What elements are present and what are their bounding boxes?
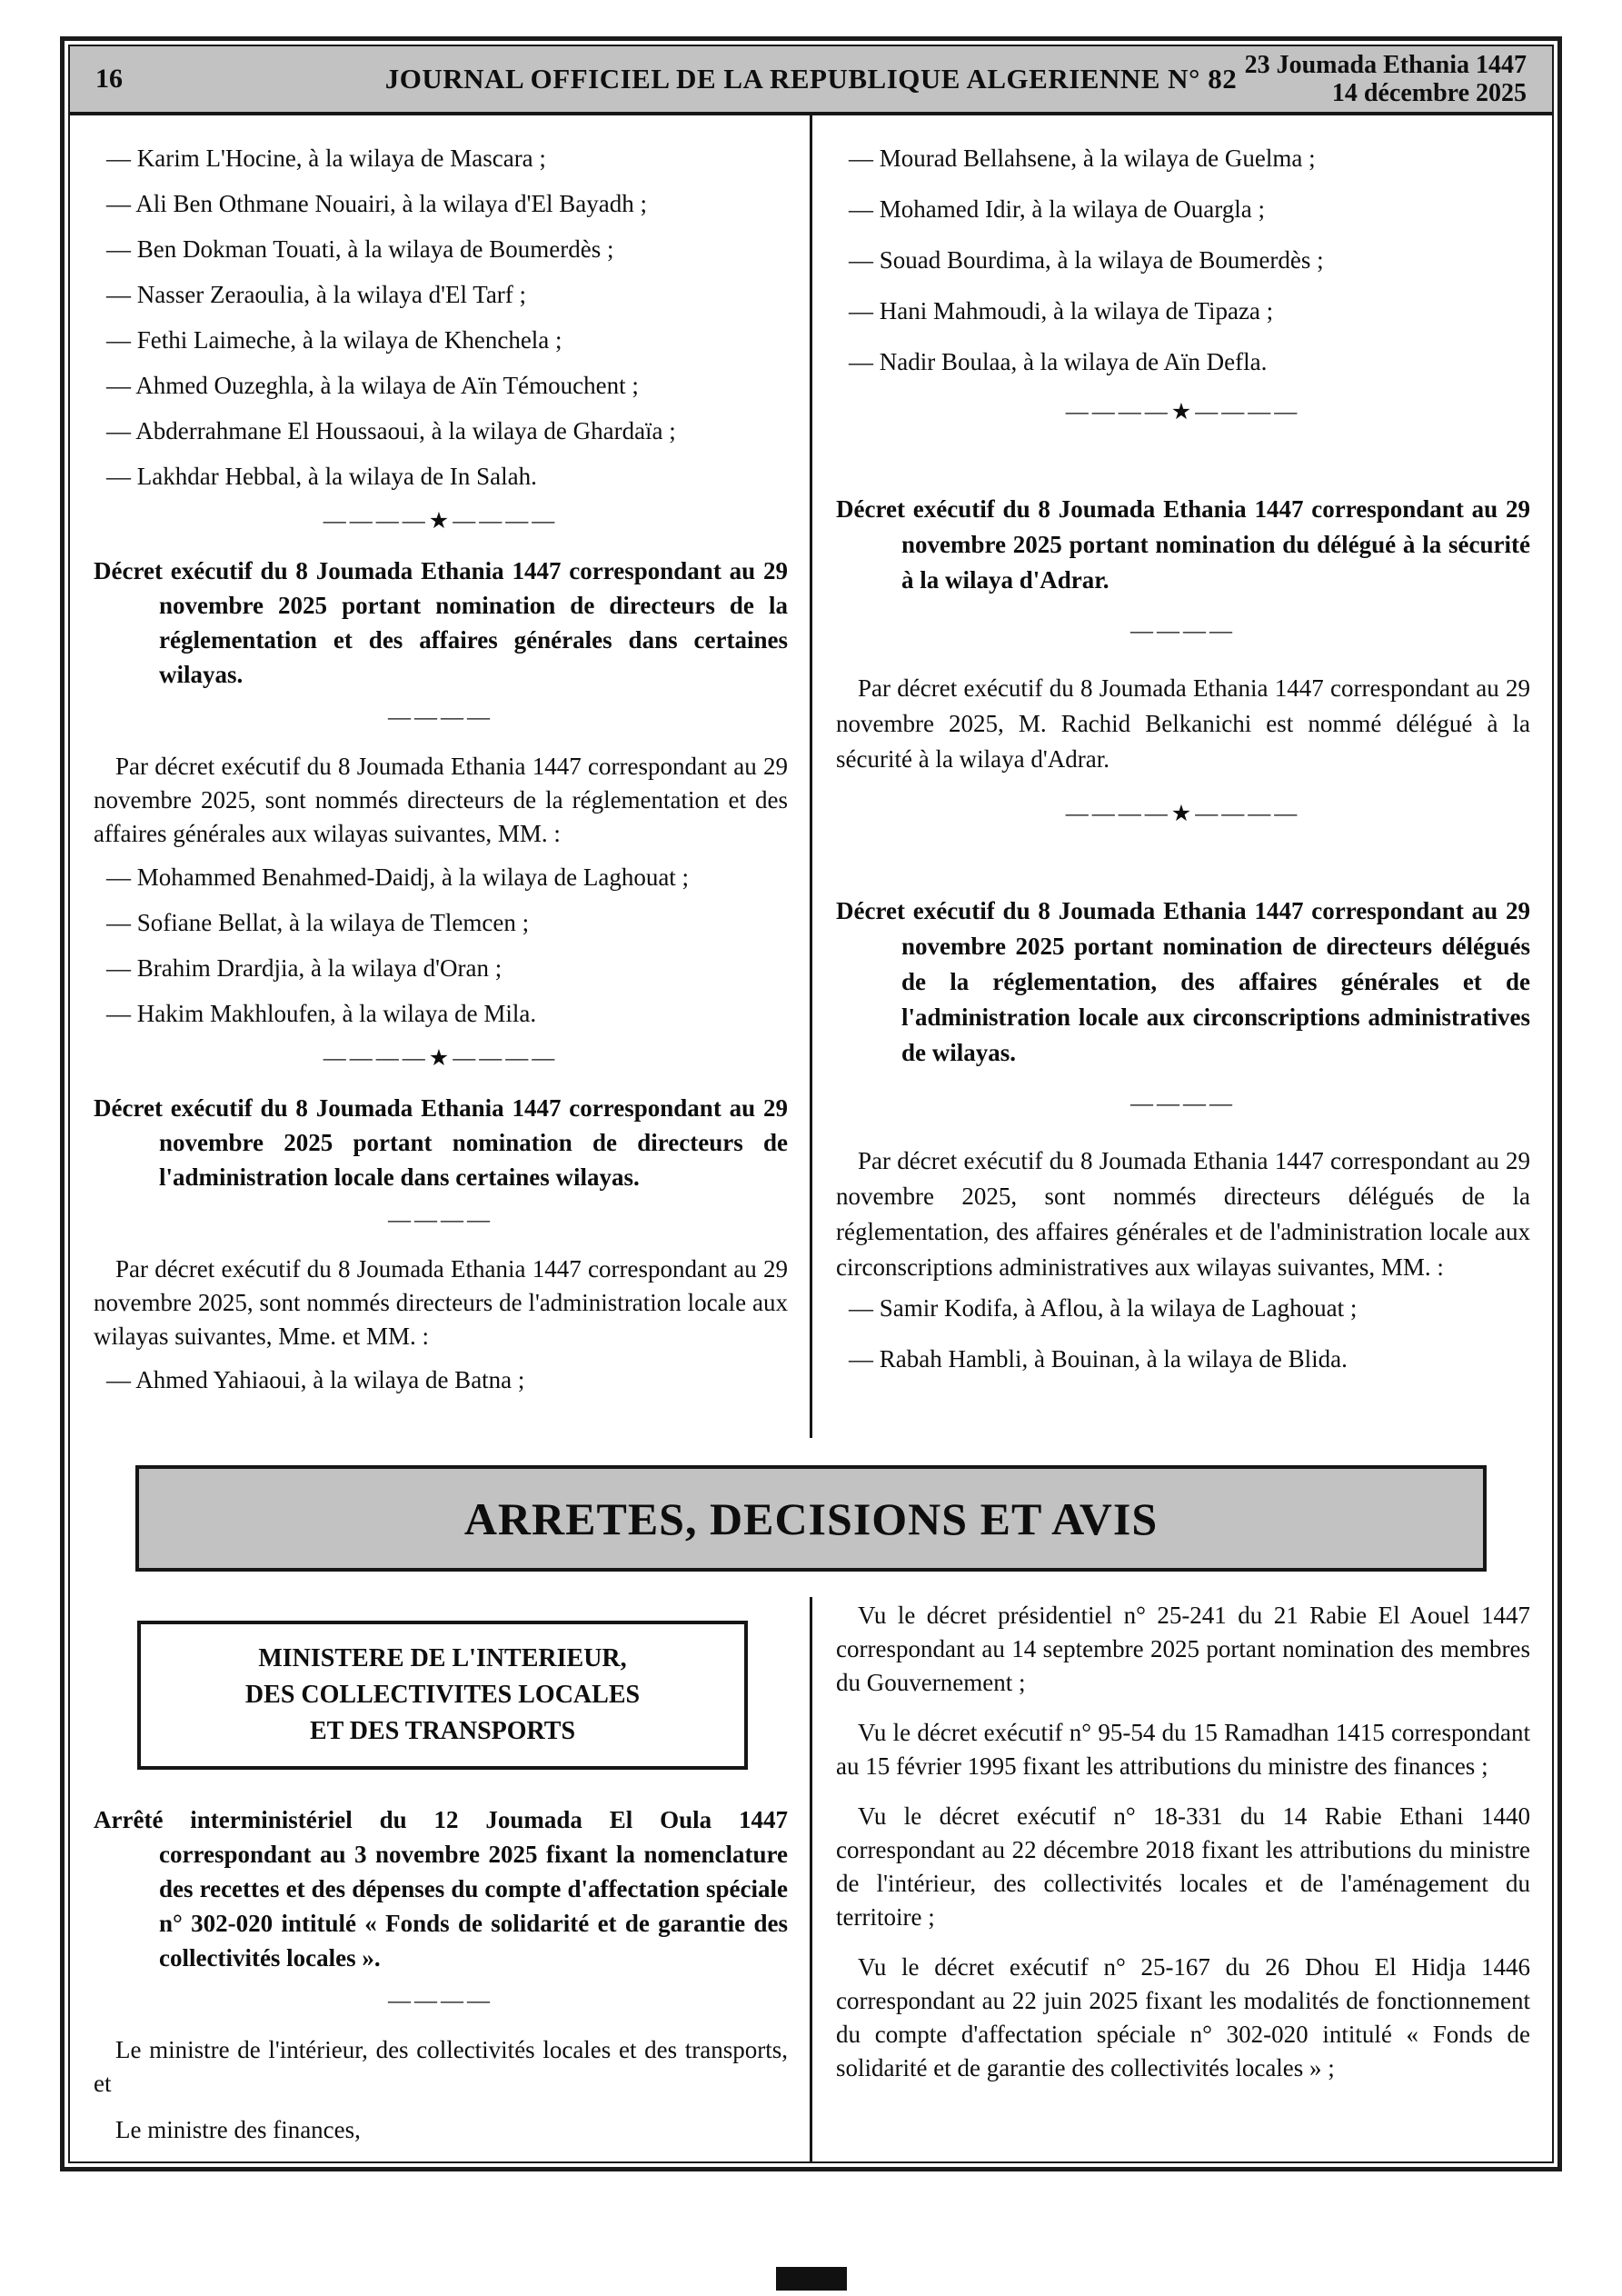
star-separator: ————★———— [323, 509, 559, 534]
page-inner-frame [68, 45, 1554, 2163]
decree-title: Décret exécutif du 8 Joumada Ethania 1447 correspondant au 29 novembre 2025 portant nomination de directeurs de la réglementation et des affaires générales dans certaines wilayas. [94, 557, 788, 688]
top-right-column [812, 115, 1552, 1465]
decree-body: Par décret exécutif du 8 Joumada Ethania 1447 correspondant au 29 novembre 2025, M. Rachid Belkanichi est nommé délégué à la sécurité à la wilaya d'Adrar. [836, 674, 1530, 773]
list-item: — Ali Ben Othmane Nouairi, à la wilaya d'El Bayadh ; [106, 190, 647, 217]
dash-separator: ———— [388, 1208, 493, 1233]
page-header [70, 46, 1552, 115]
arrete-title: Arrêté interministériel du 12 Joumada El Oula 1447 correspondant au 3 novembre 2025 fixant la nomenclature des recettes et des dépenses du compte d'affectation spéciale n° 302-020 intitulé « Fonds de solidarité et de garantie des collectivités locales ». [94, 1806, 788, 1972]
vu-paragraph: Vu le décret exécutif n° 18-331 du 14 Rabie Ethani 1440 correspondant au 22 décembre 2018 fixant les attributions du ministre de l'intérieur, des collectivités locales et de l'aménagement du territoire ; [836, 1802, 1530, 1931]
list-item: — Ahmed Ouzeghla, à la wilaya de Aïn Témouchent ; [106, 372, 639, 399]
ministry-box [137, 1621, 748, 1770]
list-item: — Brahim Drardjia, à la wilaya d'Oran ; [106, 954, 503, 982]
decree-title: Décret exécutif du 8 Joumada Ethania 1447 correspondant au 29 novembre 2025 portant nomination du délégué à la sécurité à la wilaya d'Adrar. [836, 495, 1530, 594]
decree-body: Par décret exécutif du 8 Joumada Ethania 1447 correspondant au 29 novembre 2025, sont nommés directeurs de l'administration locale aux wilayas suivantes, Mme. et MM. : [94, 1255, 788, 1350]
dash-separator: ———— [1130, 619, 1236, 644]
top-left-column [70, 115, 810, 1465]
decree-body: Par décret exécutif du 8 Joumada Ethania 1447 correspondant au 29 novembre 2025, sont nommés directeurs délégués de la réglementation, des affaires générales et de l'administration locale aux circonscriptions administratives aux wilayas suivantes, MM. : [836, 1147, 1530, 1281]
dash-separator: ———— [388, 1989, 493, 2013]
list-item: — Mourad Bellahsene, à la wilaya de Guelma ; [849, 145, 1316, 172]
section-banner-title: ARRETES, DECISIONS ET AVIS [463, 1492, 1159, 1544]
vu-paragraph: Vu le décret exécutif n° 95-54 du 15 Ramadhan 1415 correspondant au 15 février 1995 fixant les attributions du ministre des finances ; [836, 1719, 1530, 1780]
vu-paragraph: Vu le décret présidentiel n° 25-241 du 21 Rabie El Aouel 1447 correspondant au 14 septembre 2025 portant nomination des membres du Gouvernement ; [836, 1602, 1530, 1696]
list-item: — Ben Dokman Touati, à la wilaya de Boumerdès ; [106, 235, 614, 263]
list-item: — Mohammed Benahmed-Daidj, à la wilaya de Laghouat ; [106, 863, 690, 891]
binding-mark [776, 2267, 847, 2291]
ministry-name-line: ET DES TRANSPORTS [309, 1717, 576, 1745]
list-item: — Mohamed Idir, à la wilaya de Ouargla ; [849, 195, 1266, 223]
star-separator: ————★———— [1065, 400, 1301, 424]
bottom-section [70, 1572, 1552, 2161]
dash-separator: ———— [388, 705, 493, 730]
list-item: — Karim L'Hocine, à la wilaya de Mascara ; [106, 145, 546, 172]
issue-date-hijri: 23 Joumada Ethania 1447 [1244, 51, 1527, 79]
journal-title: JOURNAL OFFICIEL DE LA REPUBLIQUE ALGERIENNE N° 82 [384, 63, 1238, 95]
page-number: 16 [95, 64, 123, 94]
bottom-left-column [70, 1572, 810, 2161]
list-item: — Abderrahmane El Houssaoui, à la wilaya de Ghardaïa ; [106, 417, 676, 444]
decree-title: Décret exécutif du 8 Joumada Ethania 1447 correspondant au 29 novembre 2025 portant nomination de directeurs délégués de la réglementation, des affaires générales et de l'administration locale aux circonscriptions administratives de wilayas. [836, 897, 1530, 1066]
list-item: — Lakhdar Hebbal, à la wilaya de In Salah. [106, 463, 537, 490]
list-item: — Sofiane Bellat, à la wilaya de Tlemcen ; [106, 909, 530, 936]
list-item: — Nasser Zeraoulia, à la wilaya d'El Tarf ; [106, 281, 527, 308]
decree-body: Par décret exécutif du 8 Joumada Ethania 1447 correspondant au 29 novembre 2025, sont nommés directeurs de la réglementation et des affaires générales aux wilayas suivantes, MM. : [94, 753, 788, 847]
list-item: — Souad Bourdima, à la wilaya de Boumerdès ; [849, 246, 1324, 274]
arrete-body-paragraph: Le ministre de l'intérieur, des collectivités locales et des transports, et [94, 2036, 788, 2097]
list-item: — Ahmed Yahiaoui, à la wilaya de Batna ; [106, 1366, 525, 1393]
issue-date-gregorian: 14 décembre 2025 [1331, 79, 1527, 107]
star-separator: ————★———— [323, 1046, 559, 1071]
arrete-body-paragraph: Le ministre des finances, [115, 2116, 361, 2143]
star-separator: ————★———— [1065, 802, 1301, 826]
list-item: — Nadir Boulaa, à la wilaya de Aïn Defla. [849, 348, 1268, 375]
list-item: — Fethi Laimeche, à la wilaya de Khenchela ; [106, 326, 562, 354]
list-item: — Hani Mahmoudi, à la wilaya de Tipaza ; [849, 297, 1274, 324]
list-item: — Hakim Makhloufen, à la wilaya de Mila. [106, 1000, 537, 1027]
vu-paragraph: Vu le décret exécutif n° 25-167 du 26 Dhou El Hidja 1446 correspondant au 22 juin 2025 fixant les modalités de fonctionnement du compte d'affectation spéciale n° 302-020 intitulé « Fonds de solidarité et de garantie des collectivités locales » ; [836, 1953, 1530, 2081]
dash-separator: ———— [1130, 1092, 1236, 1116]
ministry-name-line: MINISTERE DE L'INTERIEUR, [258, 1644, 627, 1672]
section-banner [135, 1465, 1487, 1572]
issue-dates [1245, 51, 1527, 107]
decree-title: Décret exécutif du 8 Joumada Ethania 1447 correspondant au 29 novembre 2025 portant nomination de directeurs de l'administration locale dans certaines wilayas. [94, 1094, 788, 1191]
list-item: — Rabah Hambli, à Bouinan, à la wilaya de Blida. [849, 1345, 1348, 1373]
bottom-right-column [812, 1572, 1552, 2161]
top-section [70, 115, 1552, 1465]
page-frame [60, 36, 1562, 2171]
ministry-name-line: DES COLLECTIVITES LOCALES [244, 1681, 641, 1709]
list-item: — Samir Kodifa, à Aflou, à la wilaya de Laghouat ; [849, 1294, 1358, 1322]
